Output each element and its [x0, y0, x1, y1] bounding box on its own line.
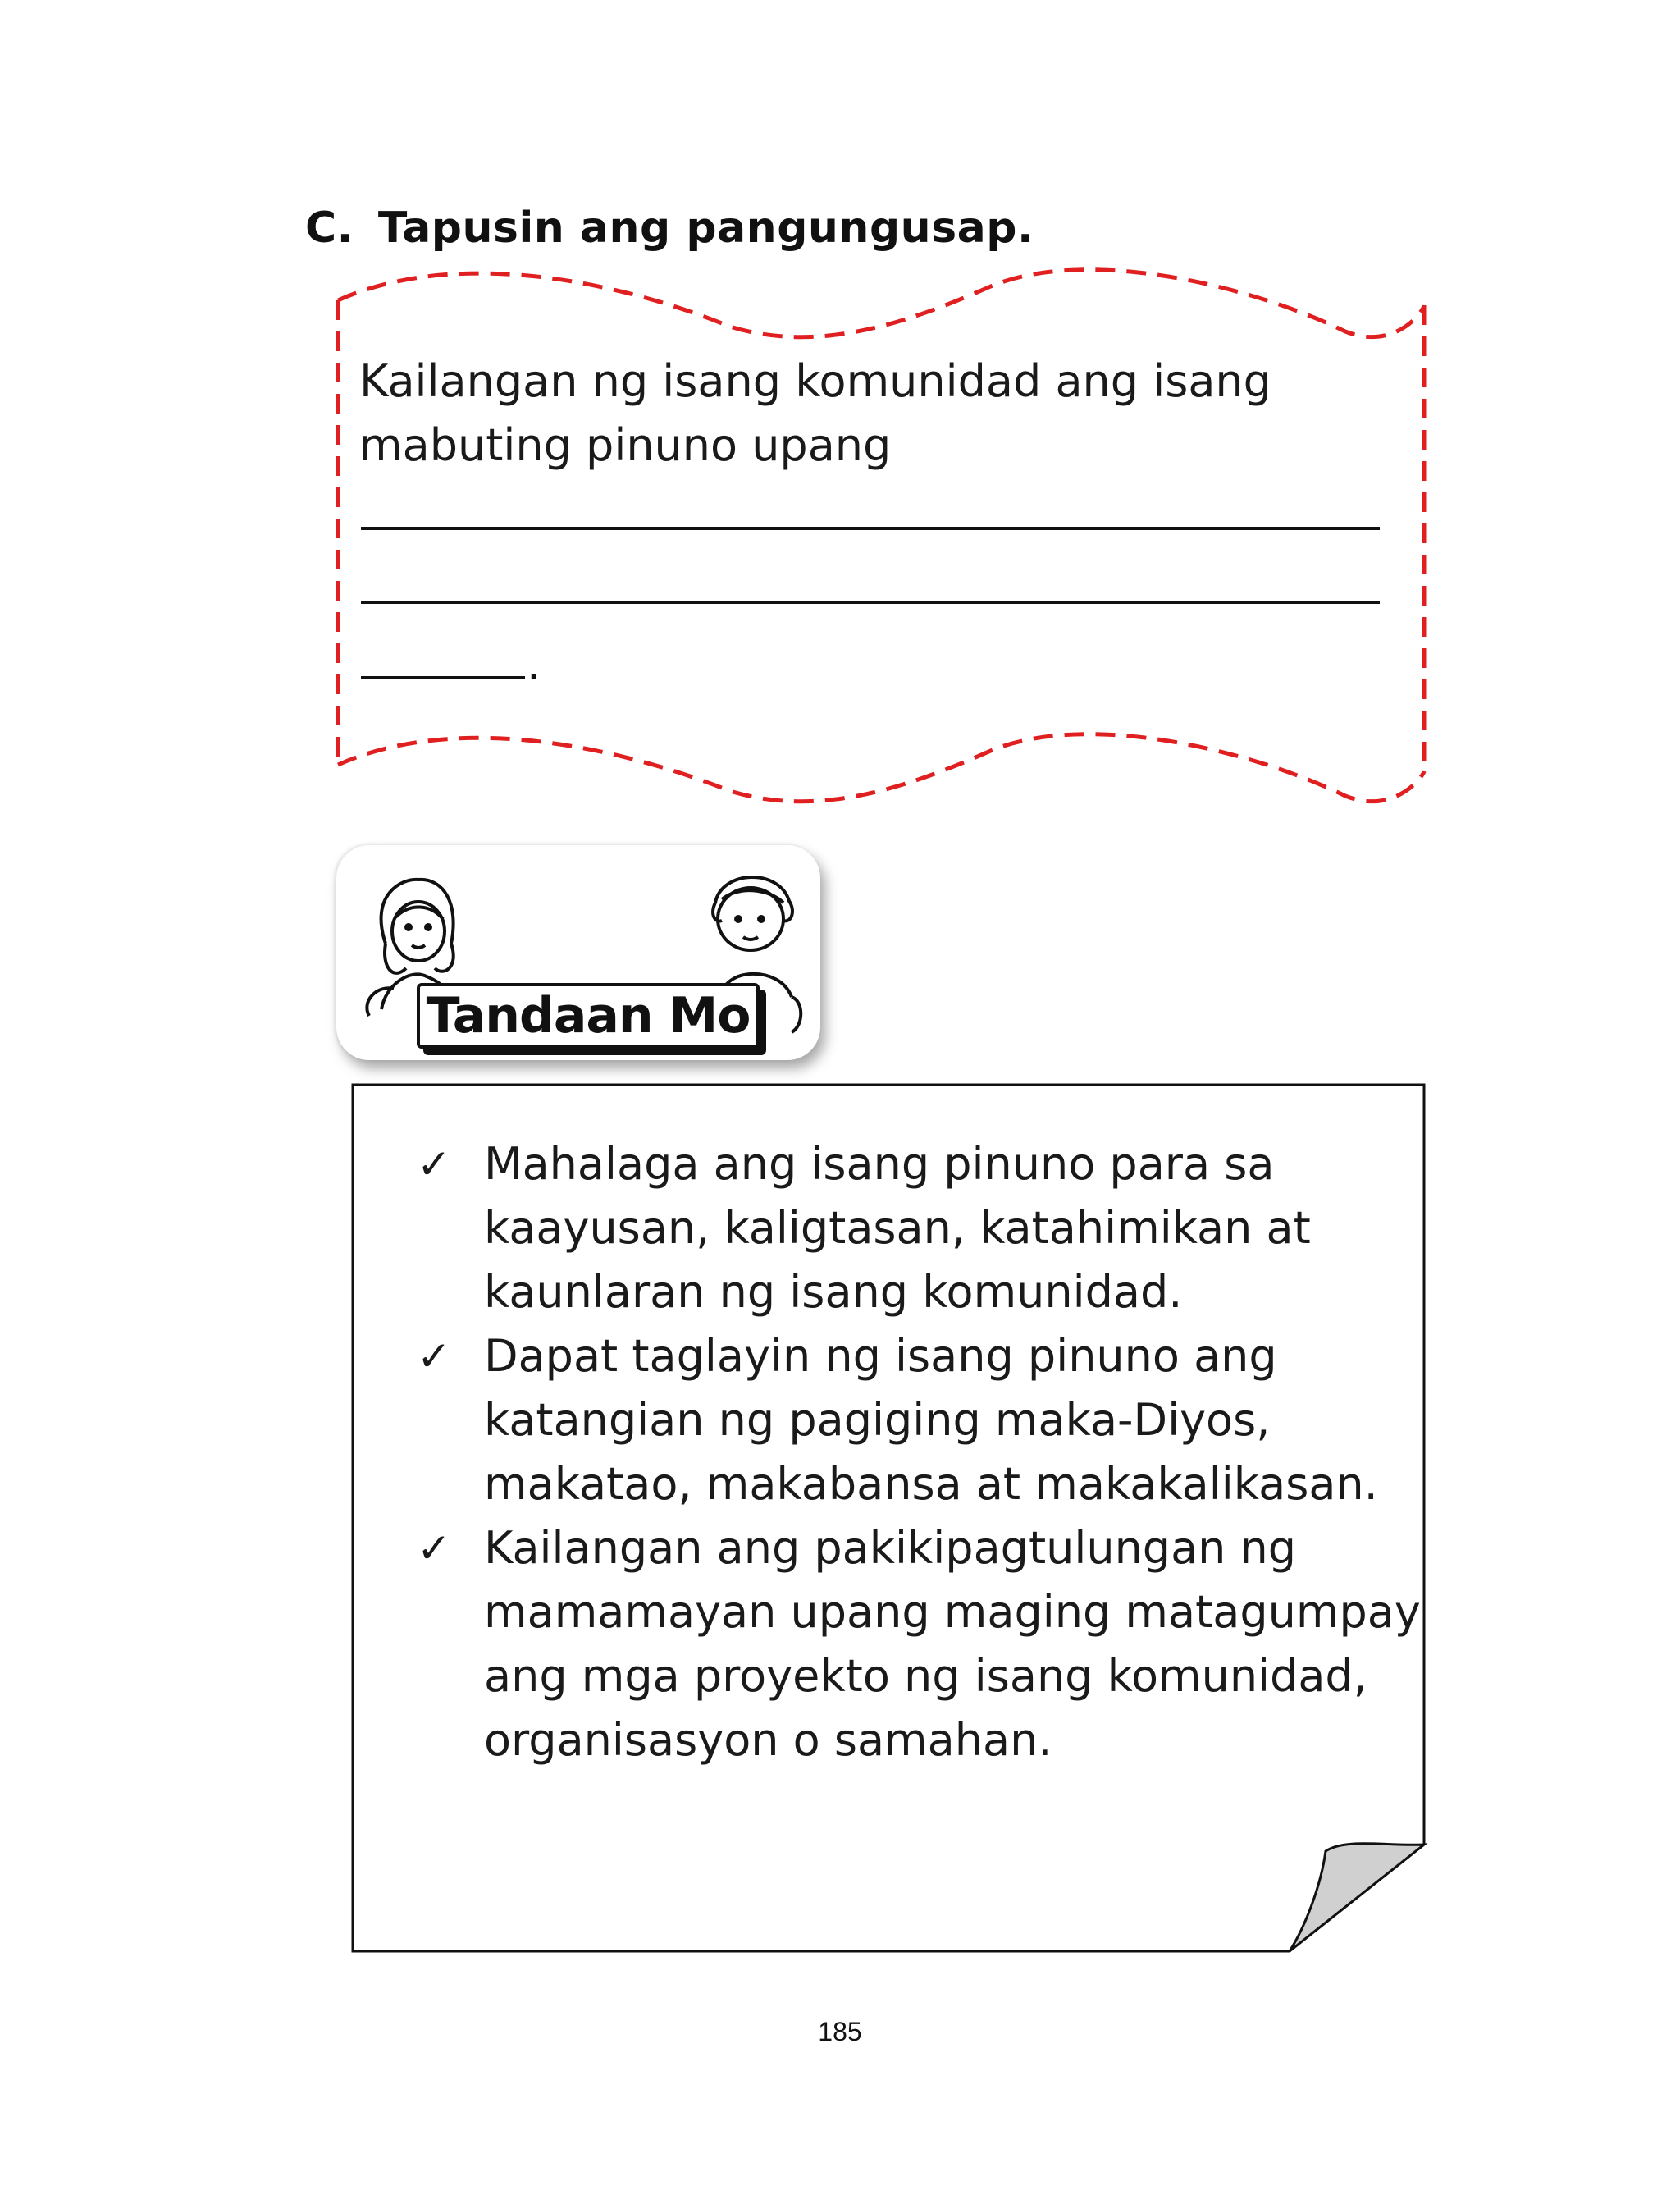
prompt-sentence: Kailangan ng isang komunidad ang isang mabuting pinuno upang — [359, 355, 1271, 471]
remember-item — [417, 1132, 1426, 1324]
check-icon: ✓ — [417, 1333, 451, 1380]
remember-item-text: Dapat taglayin ng isang pinuno ang katangian ng pagiging maka-Diyos, makatao, makabansa at makakalikasan. — [484, 1330, 1378, 1510]
remember-item-text: Kailangan ang pakikipagtulungan ng mamamayan upang maging matagumpay ang mga proyekto ng isang komunidad, organisasyon o samahan. — [484, 1522, 1421, 1766]
remember-item-text: Mahalaga ang isang pinuno para sa kaayusan, kaligtasan, katahimikan at kaunlaran ng isang komunidad. — [484, 1138, 1311, 1318]
page-number: 185 — [818, 2017, 862, 2046]
remember-item — [417, 1324, 1426, 1516]
check-icon: ✓ — [417, 1141, 451, 1188]
remember-item — [417, 1516, 1426, 1772]
remember-list — [417, 1132, 1426, 1772]
check-icon: ✓ — [417, 1525, 451, 1572]
badge-label: Tandaan Mo — [417, 983, 760, 1049]
answer-period: . — [527, 638, 541, 690]
section-letter: C. — [305, 203, 354, 253]
section-title: Tapusin ang pangungusap. — [377, 203, 1034, 253]
